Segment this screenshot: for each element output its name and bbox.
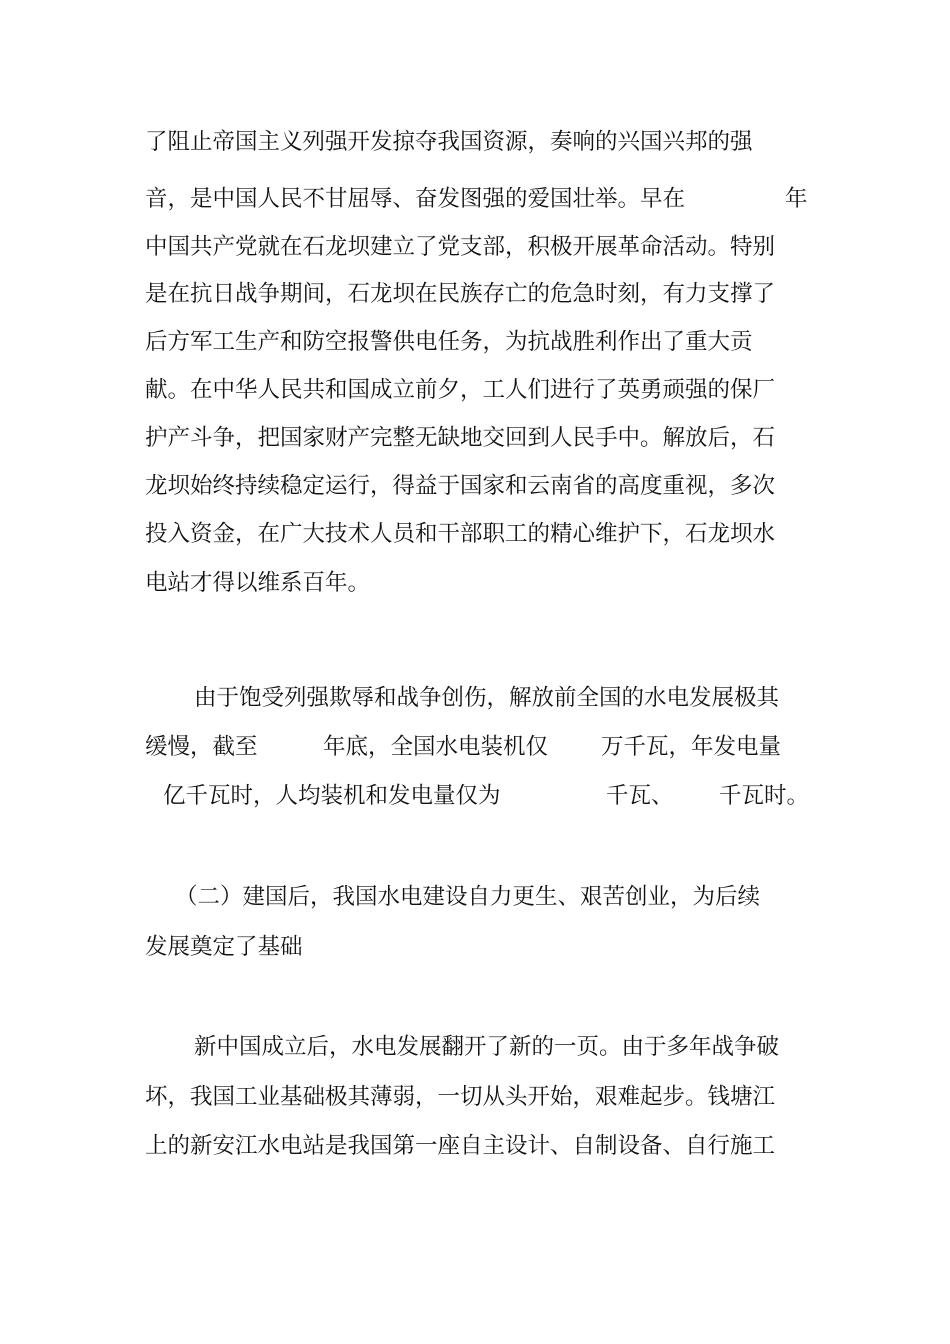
text-segment: 千瓦、 [606,783,674,809]
text-segment: 龙坝始终持续稳定运行，得益于国家和云南省的高度重视，多次 [145,473,776,499]
text-segment: 千瓦时。 [719,783,810,809]
text-segment: 万千瓦，年发电量 [601,734,782,760]
text-segment: 投入资金，在广大技术人员和干部职工的精心维护下，石龙坝水 [145,521,776,547]
text-segment: 献。在中华人民共和国成立前夕，工人们进行了英勇顽强的保厂 [145,377,776,403]
text-segment: 后方军工生产和防空报警供电任务，为抗战胜利作出了重大贡 [145,329,753,355]
text-segment: 年 [785,186,808,212]
text-segment: 电站才得以维系百年。 [145,570,371,596]
text-segment: 护产斗争，把国家财产完整无缺地交回到人民手中。解放后，石 [145,425,776,451]
text-segment: 发展奠定了基础 [145,934,303,960]
text-segment: 了阻止帝国主义列强开发掠夺我国资源，奏响的兴国兴邦的强 [145,129,753,155]
text-segment: 由于饱受列强欺辱和战争创伤，解放前全国的水电发展极其 [194,685,780,711]
text-segment: 中国共产党就在石龙坝建立了党支部，积极开展革命活动。特别 [145,234,776,260]
text-segment: （二）建国后，我国水电建设自力更生、艰苦创业，为后续 [175,884,761,910]
text-segment: 缓慢，截至 [145,734,258,760]
text-segment: 亿千瓦时，人均装机和发电量仅为 [163,783,501,809]
text-segment: 是在抗日战争期间，石龙坝在民族存亡的危急时刻，有力支撑了 [145,281,776,307]
text-segment: 新中国成立后，水电发展翻开了新的一页。由于多年战争破 [194,1034,780,1060]
text-segment: 年底，全国水电装机仅 [323,734,549,760]
text-segment: 坏，我国工业基础极其薄弱，一切从头开始，艰难起步。钱塘江 [145,1084,776,1110]
text-segment: 上的新安江水电站是我国第一座自主设计、自制设备、自行施工 [145,1133,776,1159]
text-segment: 音，是中国人民不甘屈辱、奋发图强的爱国壮举。早在 [145,186,686,212]
